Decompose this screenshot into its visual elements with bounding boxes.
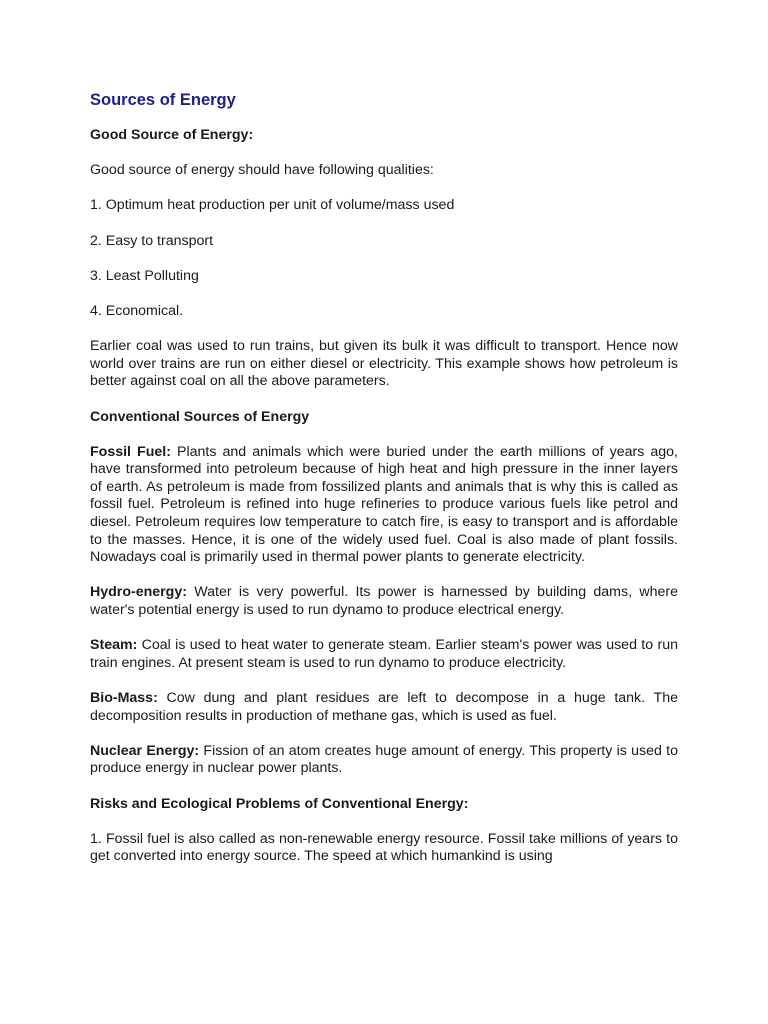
steam-paragraph bbox=[90, 637, 678, 672]
fossil-fuel-text: Plants and animals which were buried under the earth millions of years ago, have transformed into petroleum because of high heat and high pressure in the inner layers of earth. As petroleum is made from fossilized plants and animals that is why this is called as fossil fuel. Petroleum is refined into huge refineries to produce various fuels like petrol and diesel. Petroleum requires low temperature to catch fire, is easy to transport and is affordable to the masses. Hence, it is one of the widely used fuel. Coal is also made of plant fossils. Nowadays coal is primarily used in thermal power plants to generate electricity. bbox=[90, 443, 678, 566]
steam-text: Coal is used to heat water to generate steam. Earlier steam's power was used to run train engines. At present steam is used to run dynamo to produce electricity. bbox=[90, 637, 678, 671]
conventional-heading: Conventional Sources of Energy bbox=[90, 408, 310, 425]
document-title: Sources of Energy bbox=[90, 91, 236, 109]
good-source-heading: Good Source of Energy: bbox=[90, 127, 254, 143]
fossil-fuel-term: Fossil Fuel: bbox=[90, 443, 171, 460]
bio-mass-term: Bio-Mass: bbox=[90, 690, 158, 706]
steam-term: Steam: bbox=[90, 637, 138, 654]
good-source-intro: Good source of energy should have following qualities: bbox=[90, 162, 434, 179]
quality-item: 3. Least Polluting bbox=[90, 267, 199, 284]
bio-mass-paragraph bbox=[90, 690, 678, 725]
risks-heading: Risks and Ecological Problems of Conventional Energy: bbox=[90, 795, 469, 812]
risk-point-1: 1. Fossil fuel is also called as non-renewable energy resource. Fossil take millions of years to get converted into energy source. The speed at which humankind is using bbox=[90, 830, 678, 865]
quality-item: 4. Economical. bbox=[90, 302, 184, 319]
fossil-fuel-paragraph bbox=[90, 444, 678, 567]
nuclear-energy-term: Nuclear Energy: bbox=[90, 742, 200, 759]
coal-example-paragraph: Earlier coal was used to run trains, but given its bulk it was difficult to transport. Hence now world over trains are run on either diesel or electricity. This example shows how petroleum is better against coal on all the above parameters. bbox=[90, 338, 678, 390]
quality-item: 2. Easy to transport bbox=[90, 232, 214, 249]
hydro-energy-term: Hydro-energy: bbox=[90, 584, 187, 601]
quality-item: 1. Optimum heat production per unit of volume/mass used bbox=[90, 197, 455, 214]
nuclear-energy-paragraph bbox=[90, 743, 678, 778]
document-body bbox=[90, 127, 678, 884]
hydro-energy-paragraph bbox=[90, 584, 678, 619]
bio-mass-text: Cow dung and plant residues are left to decompose in a huge tank. The decomposition results in production of methane gas, which is used as fuel. bbox=[90, 690, 678, 724]
nuclear-energy-text: Fission of an atom creates huge amount of energy. This property is used to produce energy in nuclear power plants. bbox=[90, 742, 678, 777]
hydro-energy-text: Water is very powerful. Its power is harnessed by building dams, where water's potential energy is used to run dynamo to produce electrical energy. bbox=[90, 584, 678, 619]
